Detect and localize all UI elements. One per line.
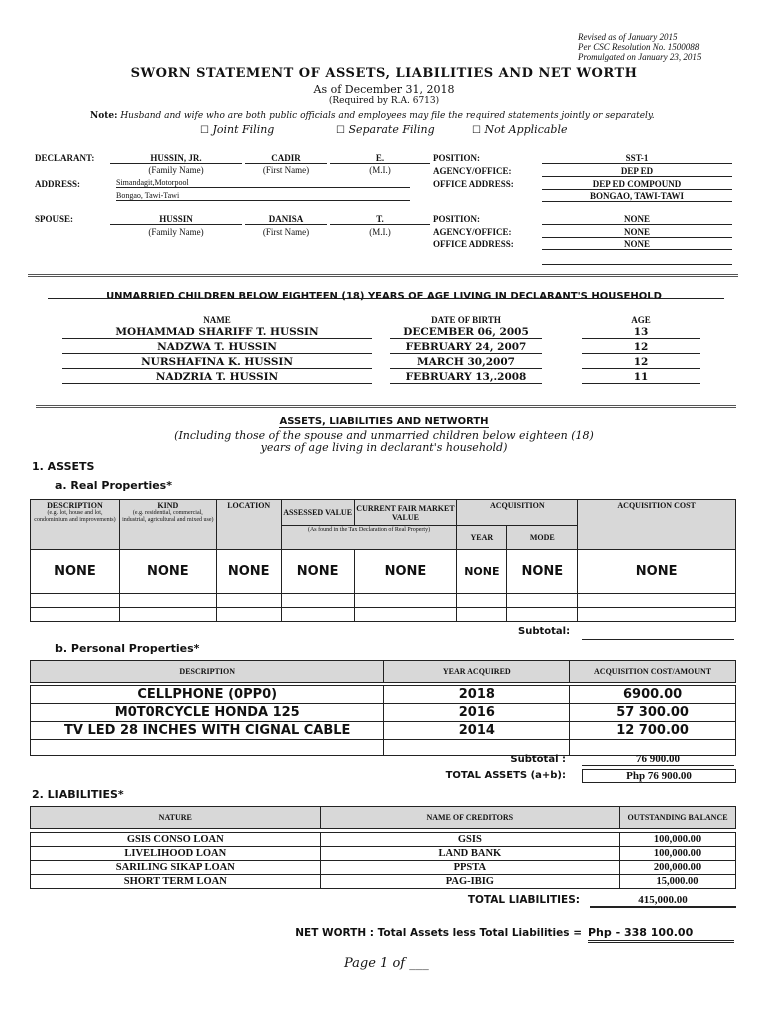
child-dob: FEBRUARY 24, 2007 (390, 341, 542, 354)
liabilities-rows (30, 832, 736, 889)
table-row (31, 861, 736, 875)
revision-line: Promulgated on January 23, 2015 (578, 52, 702, 62)
spouse-family-name: HUSSIN (110, 214, 242, 225)
as-of-date: As of December 31, 2018 (313, 83, 455, 96)
children-col-dob: DATE OF BIRTH (431, 315, 501, 325)
revision-line: Per CSC Resolution No. 1500088 (578, 42, 700, 52)
table-row (31, 833, 736, 847)
declarant-first-name: CADIR (245, 153, 327, 164)
spouse-position: NONE (542, 214, 732, 225)
total-assets-label: TOTAL ASSETS (a+b): (445, 770, 566, 781)
aln-subheading-2: years of age living in declarant's household) (260, 441, 508, 454)
table-row (31, 847, 736, 861)
children-heading: UNMARRIED CHILDREN BELOW EIGHTEEN (18) YEARS OF AGE LIVING IN DECLARANT'S HOUSEHOLD (106, 291, 662, 302)
mi-caption: (M.I.) (369, 227, 391, 237)
blank-line (542, 252, 732, 265)
liability-nature: GSIS CONSO LOAN (31, 833, 321, 847)
filing-option-separate[interactable] (336, 123, 435, 136)
filing-option-label: Joint Filing (212, 123, 275, 136)
table-cell: NONE (31, 550, 120, 594)
item-year: 2014 (384, 722, 570, 740)
note (90, 111, 655, 121)
col-kind (119, 500, 216, 550)
filing-option-not-applicable[interactable] (472, 123, 567, 136)
real-properties-label: a. Real Properties* (55, 479, 172, 492)
child-name: NURSHAFINA K. HUSSIN (62, 356, 372, 369)
declarant-office-address-1: DEP ED COMPOUND (542, 179, 732, 190)
filing-option-label: Not Applicable (484, 123, 568, 136)
page-title: SWORN STATEMENT OF ASSETS, LIABILITIES AND NET WORTH (130, 66, 638, 81)
col-acquisition-cost: ACQUISITION COST/AMOUNT (570, 661, 736, 683)
section-divider (36, 405, 736, 408)
child-name: NADZWA T. HUSSIN (62, 341, 372, 354)
address-label: ADDRESS: (35, 179, 81, 189)
item-description: TV LED 28 INCHES WITH CIGNAL CABLE (31, 722, 384, 740)
required-by: (Required by R.A. 6713) (328, 96, 440, 106)
item-year: 2018 (384, 686, 570, 704)
total-assets: Php 76 900.00 (582, 769, 736, 783)
item-cost: 12 700.00 (570, 722, 736, 740)
col-description: DESCRIPTION (31, 661, 384, 683)
col-kind-hint: (e.g. residential, commercial, industrial, agricultural and mixed use) (122, 510, 214, 523)
family-name-caption: (Family Name) (148, 227, 204, 237)
agency-label: AGENCY/OFFICE: (433, 166, 512, 176)
col-fair-market-value: CURRENT FAIR MARKET VALUE (354, 500, 457, 526)
spouse-office-address-label: OFFICE ADDRESS: (433, 239, 514, 249)
spouse-position-label: POSITION: (433, 214, 481, 224)
personal-subtotal: 76 900.00 (582, 753, 734, 766)
liability-balance: 100,000.00 (620, 833, 736, 847)
col-year: YEAR (457, 526, 507, 550)
table-cell: NONE (119, 550, 216, 594)
spouse-first-name: DANISA (245, 214, 327, 225)
filing-option-joint[interactable] (200, 123, 274, 136)
spouse-agency: NONE (542, 227, 732, 238)
real-subtotal-value (582, 627, 734, 640)
table-row (31, 875, 736, 889)
col-kind-label: KIND (157, 501, 179, 510)
filing-option-label: Separate Filing (348, 123, 435, 136)
spouse-label: SPOUSE: (35, 214, 74, 224)
checkbox-icon[interactable]: ☐ (472, 125, 481, 136)
mi-caption: (M.I.) (369, 165, 391, 175)
office-address-label: OFFICE ADDRESS: (433, 179, 514, 189)
col-location: LOCATION (216, 500, 281, 550)
table-row (31, 722, 736, 740)
assets-label: 1. ASSETS (32, 460, 95, 473)
child-dob: FEBRUARY 13,.2008 (390, 371, 542, 384)
child-name: MOHAMMAD SHARIFF T. HUSSIN (62, 326, 372, 339)
item-description: M0T0RCYCLE HONDA 125 (31, 704, 384, 722)
aln-heading-text: ASSETS, LIABILITIES AND NETWORTH (279, 416, 489, 427)
revision-line: Revised as of January 2015 (578, 32, 678, 42)
position-label: POSITION: (433, 153, 481, 163)
col-creditors: NAME OF CREDITORS (320, 807, 620, 829)
section-divider (28, 274, 738, 277)
table-cell: NONE (354, 550, 457, 594)
col-description (31, 500, 120, 550)
item-description: CELLPHONE (0PP0) (31, 686, 384, 704)
col-assessed-value: ASSESSED VALUE (281, 500, 354, 526)
table-cell: NONE (578, 550, 736, 594)
item-year: 2016 (384, 704, 570, 722)
declarant-mi: E. (330, 153, 430, 164)
liability-creditor: PPSTA (320, 861, 620, 875)
revision-note (578, 32, 701, 62)
note-text: Husband and wife who are both public officials and employees may file the required statements jointly or separately. (120, 111, 655, 121)
real-properties-table (30, 499, 736, 622)
personal-subtotal-label: Subtotal : (510, 754, 566, 765)
liability-balance: 100,000.00 (620, 847, 736, 861)
table-cell: NONE (281, 550, 354, 594)
child-age: 11 (582, 371, 700, 384)
liability-nature: LIVELIHOOD LOAN (31, 847, 321, 861)
spouse-agency-label: AGENCY/OFFICE: (433, 227, 512, 237)
real-subtotal-label: Subtotal: (518, 626, 571, 637)
spouse-mi: T. (330, 214, 430, 225)
page-number: Page 1 of ___ (344, 956, 429, 971)
address-line-1: Simandagit,Motorpool (116, 178, 410, 188)
child-age: 12 (582, 356, 700, 369)
liability-nature: SHORT TERM LOAN (31, 875, 321, 889)
declarant-label: DECLARANT: (35, 153, 95, 163)
table-row (31, 550, 736, 594)
personal-properties-rows (30, 685, 736, 756)
declarant-family-name: HUSSIN, JR. (110, 153, 242, 164)
col-description-hint: (e.g. lot, house and lot, condominium and improvements) (34, 510, 116, 523)
personal-properties-label: b. Personal Properties* (55, 642, 200, 655)
child-age: 13 (582, 326, 700, 339)
total-liabilities-label: TOTAL LIABILITIES: (467, 894, 580, 906)
children-col-name: NAME (203, 315, 231, 325)
net-worth-label: NET WORTH : Total Assets less Total Liabilities = (295, 927, 582, 939)
aln-subheading-1: (Including those of the spouse and unmarried children below eighteen (18) (174, 429, 594, 442)
liability-balance: 15,000.00 (620, 875, 736, 889)
declarant-position: SST-1 (542, 153, 732, 164)
col-acquisition: ACQUISITION (457, 500, 578, 526)
col-acquisition-cost: ACQUISITION COST (578, 500, 736, 550)
col-nature: NATURE (31, 807, 321, 829)
table-row (31, 704, 736, 722)
table-row (31, 608, 736, 622)
first-name-caption: (First Name) (262, 165, 310, 175)
table-row (31, 594, 736, 608)
col-description-label: DESCRIPTION (47, 501, 103, 510)
family-name-caption: (Family Name) (148, 165, 204, 175)
net-worth-value: Php - 338 100.00 (588, 926, 734, 943)
declarant-agency: DEP ED (542, 166, 732, 177)
liability-nature: SARILING SIKAP LOAN (31, 861, 321, 875)
item-cost: 57 300.00 (570, 704, 736, 722)
liabilities-table (30, 806, 736, 829)
total-liabilities: 415,000.00 (590, 894, 736, 908)
spouse-office-address: NONE (542, 239, 732, 250)
liability-creditor: LAND BANK (320, 847, 620, 861)
checkbox-icon[interactable]: ☐ (336, 125, 345, 136)
table-cell: NONE (216, 550, 281, 594)
aln-heading (0, 416, 768, 427)
address-line-2: Bongao, Tawi-Tawi (116, 191, 410, 201)
child-dob: MARCH 30,2007 (390, 356, 542, 369)
table-cell: NONE (507, 550, 578, 594)
checkbox-icon[interactable]: ☐ (200, 125, 209, 136)
col-mode: MODE (507, 526, 578, 550)
children-col-age: AGE (631, 315, 651, 325)
col-year-acquired: YEAR ACQUIRED (384, 661, 570, 683)
tax-declaration-note: (As found in the Tax Declaration of Real Property) (281, 526, 457, 550)
child-age: 12 (582, 341, 700, 354)
note-label: Note: (90, 111, 118, 121)
declarant-office-address-2: BONGAO, TAWI-TAWI (542, 191, 732, 202)
heading-underline (48, 298, 724, 299)
liabilities-label: 2. LIABILITIES* (32, 788, 124, 801)
col-balance: OUTSTANDING BALANCE (620, 807, 736, 829)
table-row (31, 686, 736, 704)
liability-creditor: PAG-IBIG (320, 875, 620, 889)
child-name: NADZRIA T. HUSSIN (62, 371, 372, 384)
child-dob: DECEMBER 06, 2005 (390, 326, 542, 339)
personal-properties-table (30, 660, 736, 683)
table-cell: NONE (457, 550, 507, 594)
first-name-caption: (First Name) (262, 227, 310, 237)
item-cost: 6900.00 (570, 686, 736, 704)
liability-balance: 200,000.00 (620, 861, 736, 875)
liability-creditor: GSIS (320, 833, 620, 847)
